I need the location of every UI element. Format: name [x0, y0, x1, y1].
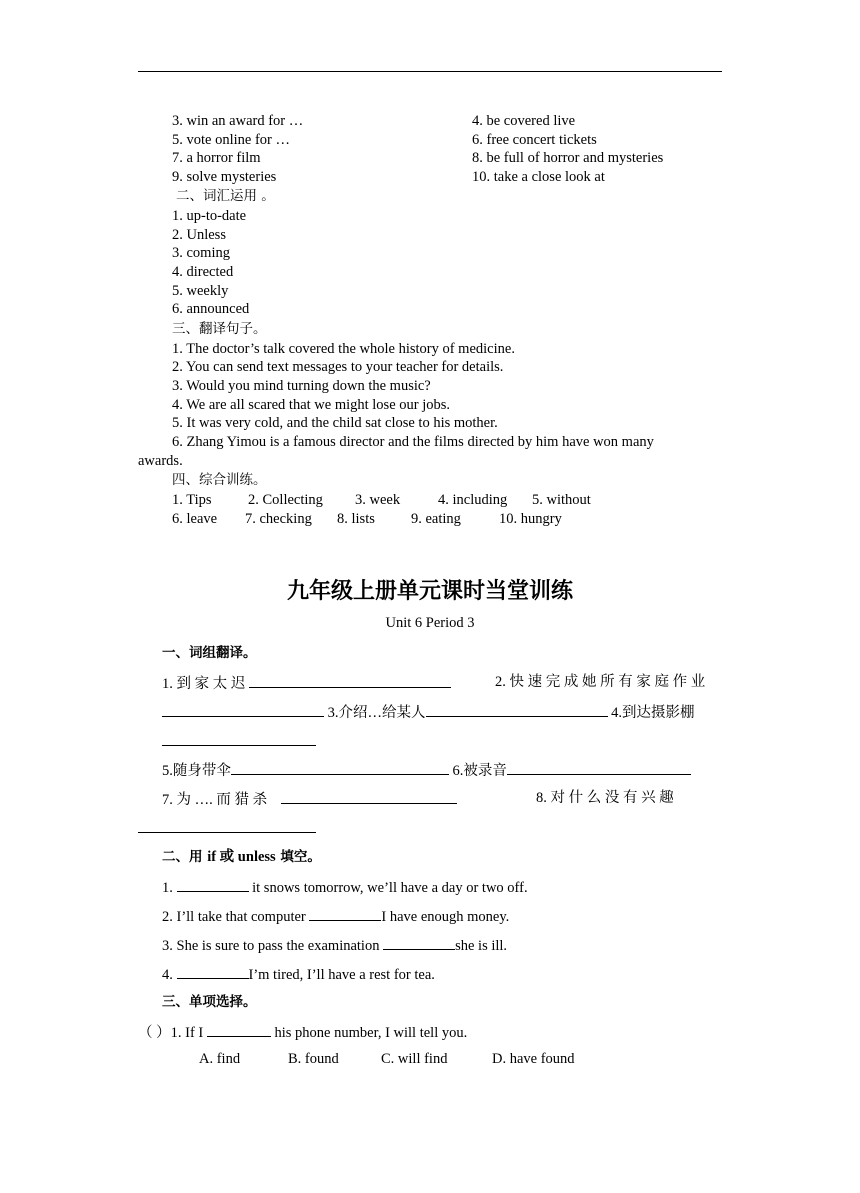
section-heading: 三、单项选择。	[162, 994, 257, 1010]
phrase-text: 7. 为 …. 而 猎 杀	[162, 792, 268, 808]
phrase-item	[162, 673, 451, 693]
answer-item: 3. win an award for …	[172, 113, 304, 129]
fill-item	[162, 877, 528, 897]
answer-item: 2. Collecting	[248, 492, 323, 508]
section-heading: 四、综合训练。	[172, 472, 267, 488]
answer-item: 8. lists	[337, 511, 375, 527]
phrase-text: 2. 快 速 完 成 她 所 有 家 庭 作 业	[495, 674, 706, 690]
answer-item: 4. directed	[172, 264, 234, 280]
answer-blank[interactable]	[207, 1022, 271, 1037]
fill-text: it snows tomorrow, we’ll have a day or two off.	[248, 880, 528, 896]
answer-blank[interactable]	[177, 877, 249, 892]
phrase-text: 4.到达摄影棚	[611, 705, 695, 721]
answer-item: 2. You can send text messages to your teacher for details.	[172, 359, 504, 375]
answer-item: 7. a horror film	[172, 150, 261, 166]
answer-item: 5. It was very cold, and the child sat close to his mother.	[172, 415, 498, 431]
fill-text: I have enough money.	[381, 909, 510, 925]
fill-item	[162, 964, 435, 984]
answer-item: 2. Unless	[172, 227, 226, 243]
phrase-text: 5.随身带伞	[162, 763, 231, 779]
answer-item: 3. Would you mind turning down the music?	[172, 378, 431, 394]
answer-item: 8. be full of horror and mysteries	[472, 150, 664, 166]
fill-text: 3. She is sure to pass the examination	[162, 938, 384, 954]
section-heading: 二、词汇运用 。	[176, 188, 275, 204]
answer-blank[interactable]	[426, 702, 608, 717]
phrase-text: 6.被录音	[452, 763, 507, 779]
answer-item: 3. coming	[172, 245, 230, 261]
answer-blank[interactable]	[383, 935, 455, 950]
section-heading: 三、翻译句子。	[172, 321, 267, 337]
answer-item: 6. announced	[172, 301, 250, 317]
answer-blank[interactable]	[138, 818, 316, 833]
answer-item: 1. The doctor’s talk covered the whole history of medicine.	[172, 341, 515, 357]
answer-item: 6. free concert tickets	[472, 132, 597, 148]
answer-item: 4. We are all scared that we might lose our jobs.	[172, 397, 451, 413]
answer-item: 4. including	[438, 492, 508, 508]
option-c[interactable]: C. will find	[381, 1051, 448, 1067]
phrase-item	[162, 789, 457, 809]
answer-item: 4. be covered live	[472, 113, 576, 129]
fill-text: I’m tired, I’ll have a rest for tea.	[248, 967, 435, 983]
answer-blank[interactable]	[231, 760, 449, 775]
answer-blank[interactable]	[249, 673, 451, 688]
answer-item: 6. Zhang Yimou is a famous director and the films directed by him have won many	[172, 434, 654, 450]
option-a[interactable]: A. find	[199, 1051, 241, 1067]
fill-text: 1.	[162, 880, 177, 896]
option-b[interactable]: B. found	[288, 1051, 339, 1067]
phrase-item	[162, 702, 695, 722]
answer-item: 3. week	[355, 492, 401, 508]
answer-item: 5. without	[532, 492, 591, 508]
phrase-text: 3.介绍…给某人	[327, 705, 426, 721]
answer-blank[interactable]	[281, 789, 457, 804]
phrase-item	[162, 760, 691, 780]
exercise-title: 九年级上册单元课时当堂训练	[286, 579, 573, 604]
phrase-text: 1. 到 家 太 迟	[162, 676, 246, 692]
fill-item	[162, 935, 507, 955]
fill-text: 4.	[162, 967, 177, 983]
answer-blank[interactable]	[177, 964, 249, 979]
fill-text: she is ill.	[455, 938, 508, 954]
phrase-text: 8. 对 什 么 没 有 兴 趣	[536, 790, 674, 806]
section-heading-post: 填空。	[275, 849, 321, 865]
phrase-item	[138, 818, 316, 838]
answer-item: 6. leave	[172, 511, 218, 527]
answer-item: 10. hungry	[499, 511, 562, 527]
answer-item: 1. Tips	[172, 492, 212, 508]
answer-item: 5. vote online for …	[172, 132, 290, 148]
answer-item: 9. solve mysteries	[172, 169, 277, 185]
answer-blank[interactable]	[309, 906, 381, 921]
answer-item: 7. checking	[245, 511, 312, 527]
answer-blank[interactable]	[162, 702, 324, 717]
answer-item: 1. up-to-date	[172, 208, 247, 224]
answer-bracket[interactable]: （ ）	[138, 1025, 171, 1041]
answer-item: 5. weekly	[172, 283, 229, 299]
section-heading: 一、词组翻译。	[162, 645, 257, 661]
answer-item: 10. take a close look at	[472, 169, 605, 185]
answer-blank[interactable]	[162, 731, 316, 746]
answer-blank[interactable]	[507, 760, 691, 775]
fill-item	[162, 906, 509, 926]
header-rule	[138, 71, 722, 72]
question-text: his phone number, I will tell you.	[270, 1025, 468, 1041]
choice-question	[138, 1022, 467, 1042]
answer-item: 9. eating	[411, 511, 461, 527]
option-d[interactable]: D. have found	[492, 1051, 575, 1067]
fill-text: 2. I’ll take that computer	[162, 909, 310, 925]
answer-item-wrap: awards.	[138, 453, 183, 469]
section-heading-words: if 或 unless	[207, 849, 276, 865]
question-text: 1. If I	[170, 1025, 207, 1041]
section-heading	[162, 848, 321, 866]
exercise-subtitle: Unit 6 Period 3	[385, 615, 475, 631]
section-heading-pre: 二、用	[162, 849, 208, 865]
phrase-item	[162, 731, 316, 751]
